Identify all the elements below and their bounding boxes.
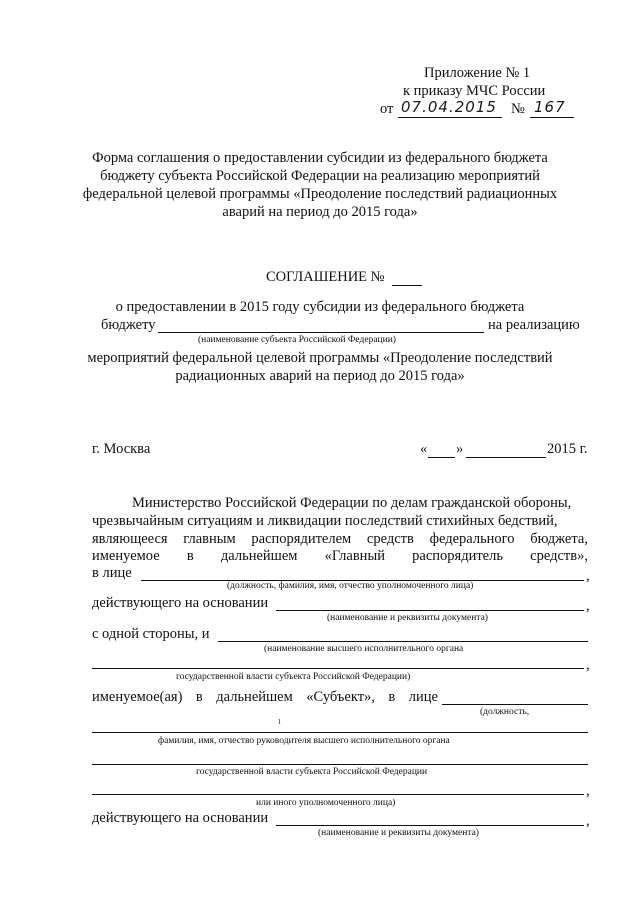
exec-body-blank-2 xyxy=(92,668,584,669)
agreement-budget-word: бюджету xyxy=(101,317,156,333)
comma: , xyxy=(586,813,590,829)
number-underline xyxy=(530,117,574,118)
other-person-hint: или иного уполномоченного лица) xyxy=(256,798,396,808)
comma: , xyxy=(586,568,590,584)
subject-name-hint: (наименование субъекта Российской Федерации) xyxy=(198,335,396,345)
appendix-order-ref: к приказу МЧС России xyxy=(403,83,546,99)
body-line-3-word: федерального xyxy=(429,531,515,547)
agreement-number-blank xyxy=(392,285,422,286)
day-blank xyxy=(428,457,455,458)
body-line-3-word: распорядителем xyxy=(251,531,352,547)
agreement-subtitle-4: радиационных аварий на период до 2015 года» xyxy=(175,368,465,384)
comma: , xyxy=(586,783,590,799)
agreement-subtitle-1: о предоставлении в 2015 году субсидии из федерального бюджета xyxy=(115,299,525,315)
body-line-3-word: являющееся xyxy=(92,531,168,547)
comma: , xyxy=(586,598,590,614)
state-power-hint: государственной власти субъекта Российской Федерации) xyxy=(176,672,411,682)
body-line-1: Министерство Российской Федерации по делам гражданской обороны, xyxy=(132,495,572,511)
appendix-number: Приложение № 1 xyxy=(424,65,531,81)
date-year: 2015 г. xyxy=(547,441,588,457)
named-subject-line xyxy=(92,688,438,706)
basis-document-blank-2 xyxy=(276,825,584,826)
date-open-quote: « xyxy=(420,441,428,457)
body-line-4 xyxy=(92,547,588,565)
agreement-heading: СОГЛАШЕНИЕ № xyxy=(266,269,385,285)
head-name-hint: фамилия, имя, отчество руководителя высшего исполнительного органа xyxy=(158,736,450,746)
city: г. Москва xyxy=(92,441,151,457)
body-line-4-word: «Главный xyxy=(324,548,385,564)
agreement-subtitle-3: мероприятий федеральной целевой программы «Преодоление последствий xyxy=(87,350,553,366)
basis-document-hint: (наименование и реквизиты документа) xyxy=(327,613,488,623)
named-subject-word: дальнейшем xyxy=(216,689,293,705)
body-line-4-word: именуемое xyxy=(92,548,160,564)
body-line-3-word: бюджета, xyxy=(530,531,588,547)
named-subject-word: именуемое(ая) xyxy=(92,689,183,705)
basis-document-hint-2: (наименование и реквизиты документа) xyxy=(318,828,479,838)
in-person-label: в лице xyxy=(92,565,132,581)
named-subject-word: в xyxy=(388,689,396,705)
form-title-line-1: Форма соглашения о предоставлении субсидии из федерального бюджета xyxy=(92,150,548,166)
named-subject-word: лице xyxy=(408,689,438,705)
state-power-blank xyxy=(92,764,588,765)
official-hint: (должность, фамилия, имя, отчество уполномоченного лица) xyxy=(227,581,474,591)
date-close-quote: » xyxy=(456,441,464,457)
scan-mark: ı xyxy=(278,716,281,727)
agreement-budget-tail: на реализацию xyxy=(488,317,580,333)
body-line-3-word: главным xyxy=(183,531,236,547)
body-line-4-word: в xyxy=(186,548,194,564)
comma: , xyxy=(586,657,590,673)
body-line-4-word: распорядитель xyxy=(412,548,503,564)
body-line-3 xyxy=(92,530,588,548)
named-subject-word: «Субъект», xyxy=(306,689,375,705)
acting-basis-label-2: действующего на основании xyxy=(92,810,269,826)
body-line-2: чрезвычайным ситуациям и ликвидации последствий стихийных бедствий, xyxy=(92,513,558,529)
body-line-4-word: дальнейшем xyxy=(220,548,298,564)
acting-basis-label: действующего на основании xyxy=(92,595,269,611)
exec-body-hint: (наименование высшего исполнительного органа xyxy=(264,644,464,654)
head-position-blank xyxy=(442,704,588,705)
body-line-4-word: средств», xyxy=(530,548,588,564)
form-title-line-2: бюджету субъекта Российской Федерации на реализацию мероприятий xyxy=(100,168,540,184)
appendix-number-prefix: № xyxy=(511,101,525,117)
month-blank xyxy=(466,457,546,458)
head-position-hint: (должность, xyxy=(480,707,530,717)
exec-body-blank xyxy=(218,641,588,642)
appendix-date-handwritten: 07.04.2015 xyxy=(401,98,497,116)
form-title-line-3: федеральной целевой программы «Преодоление последствий радиационных xyxy=(82,186,558,202)
one-side-label: с одной стороны, и xyxy=(92,626,210,642)
named-subject-word: в xyxy=(195,689,203,705)
date-underline xyxy=(398,117,502,118)
other-person-blank xyxy=(92,794,584,795)
appendix-date-prefix: от xyxy=(380,101,394,117)
subject-name-blank xyxy=(158,332,484,333)
form-title-line-4: аварий на период до 2015 года» xyxy=(222,204,418,220)
state-power-hint-2: государственной власти субъекта Российской Федерации xyxy=(196,767,428,777)
head-name-blank xyxy=(92,732,588,733)
basis-document-blank xyxy=(276,610,584,611)
appendix-number-handwritten: 167 xyxy=(534,98,566,116)
body-line-3-word: средств xyxy=(366,531,414,547)
